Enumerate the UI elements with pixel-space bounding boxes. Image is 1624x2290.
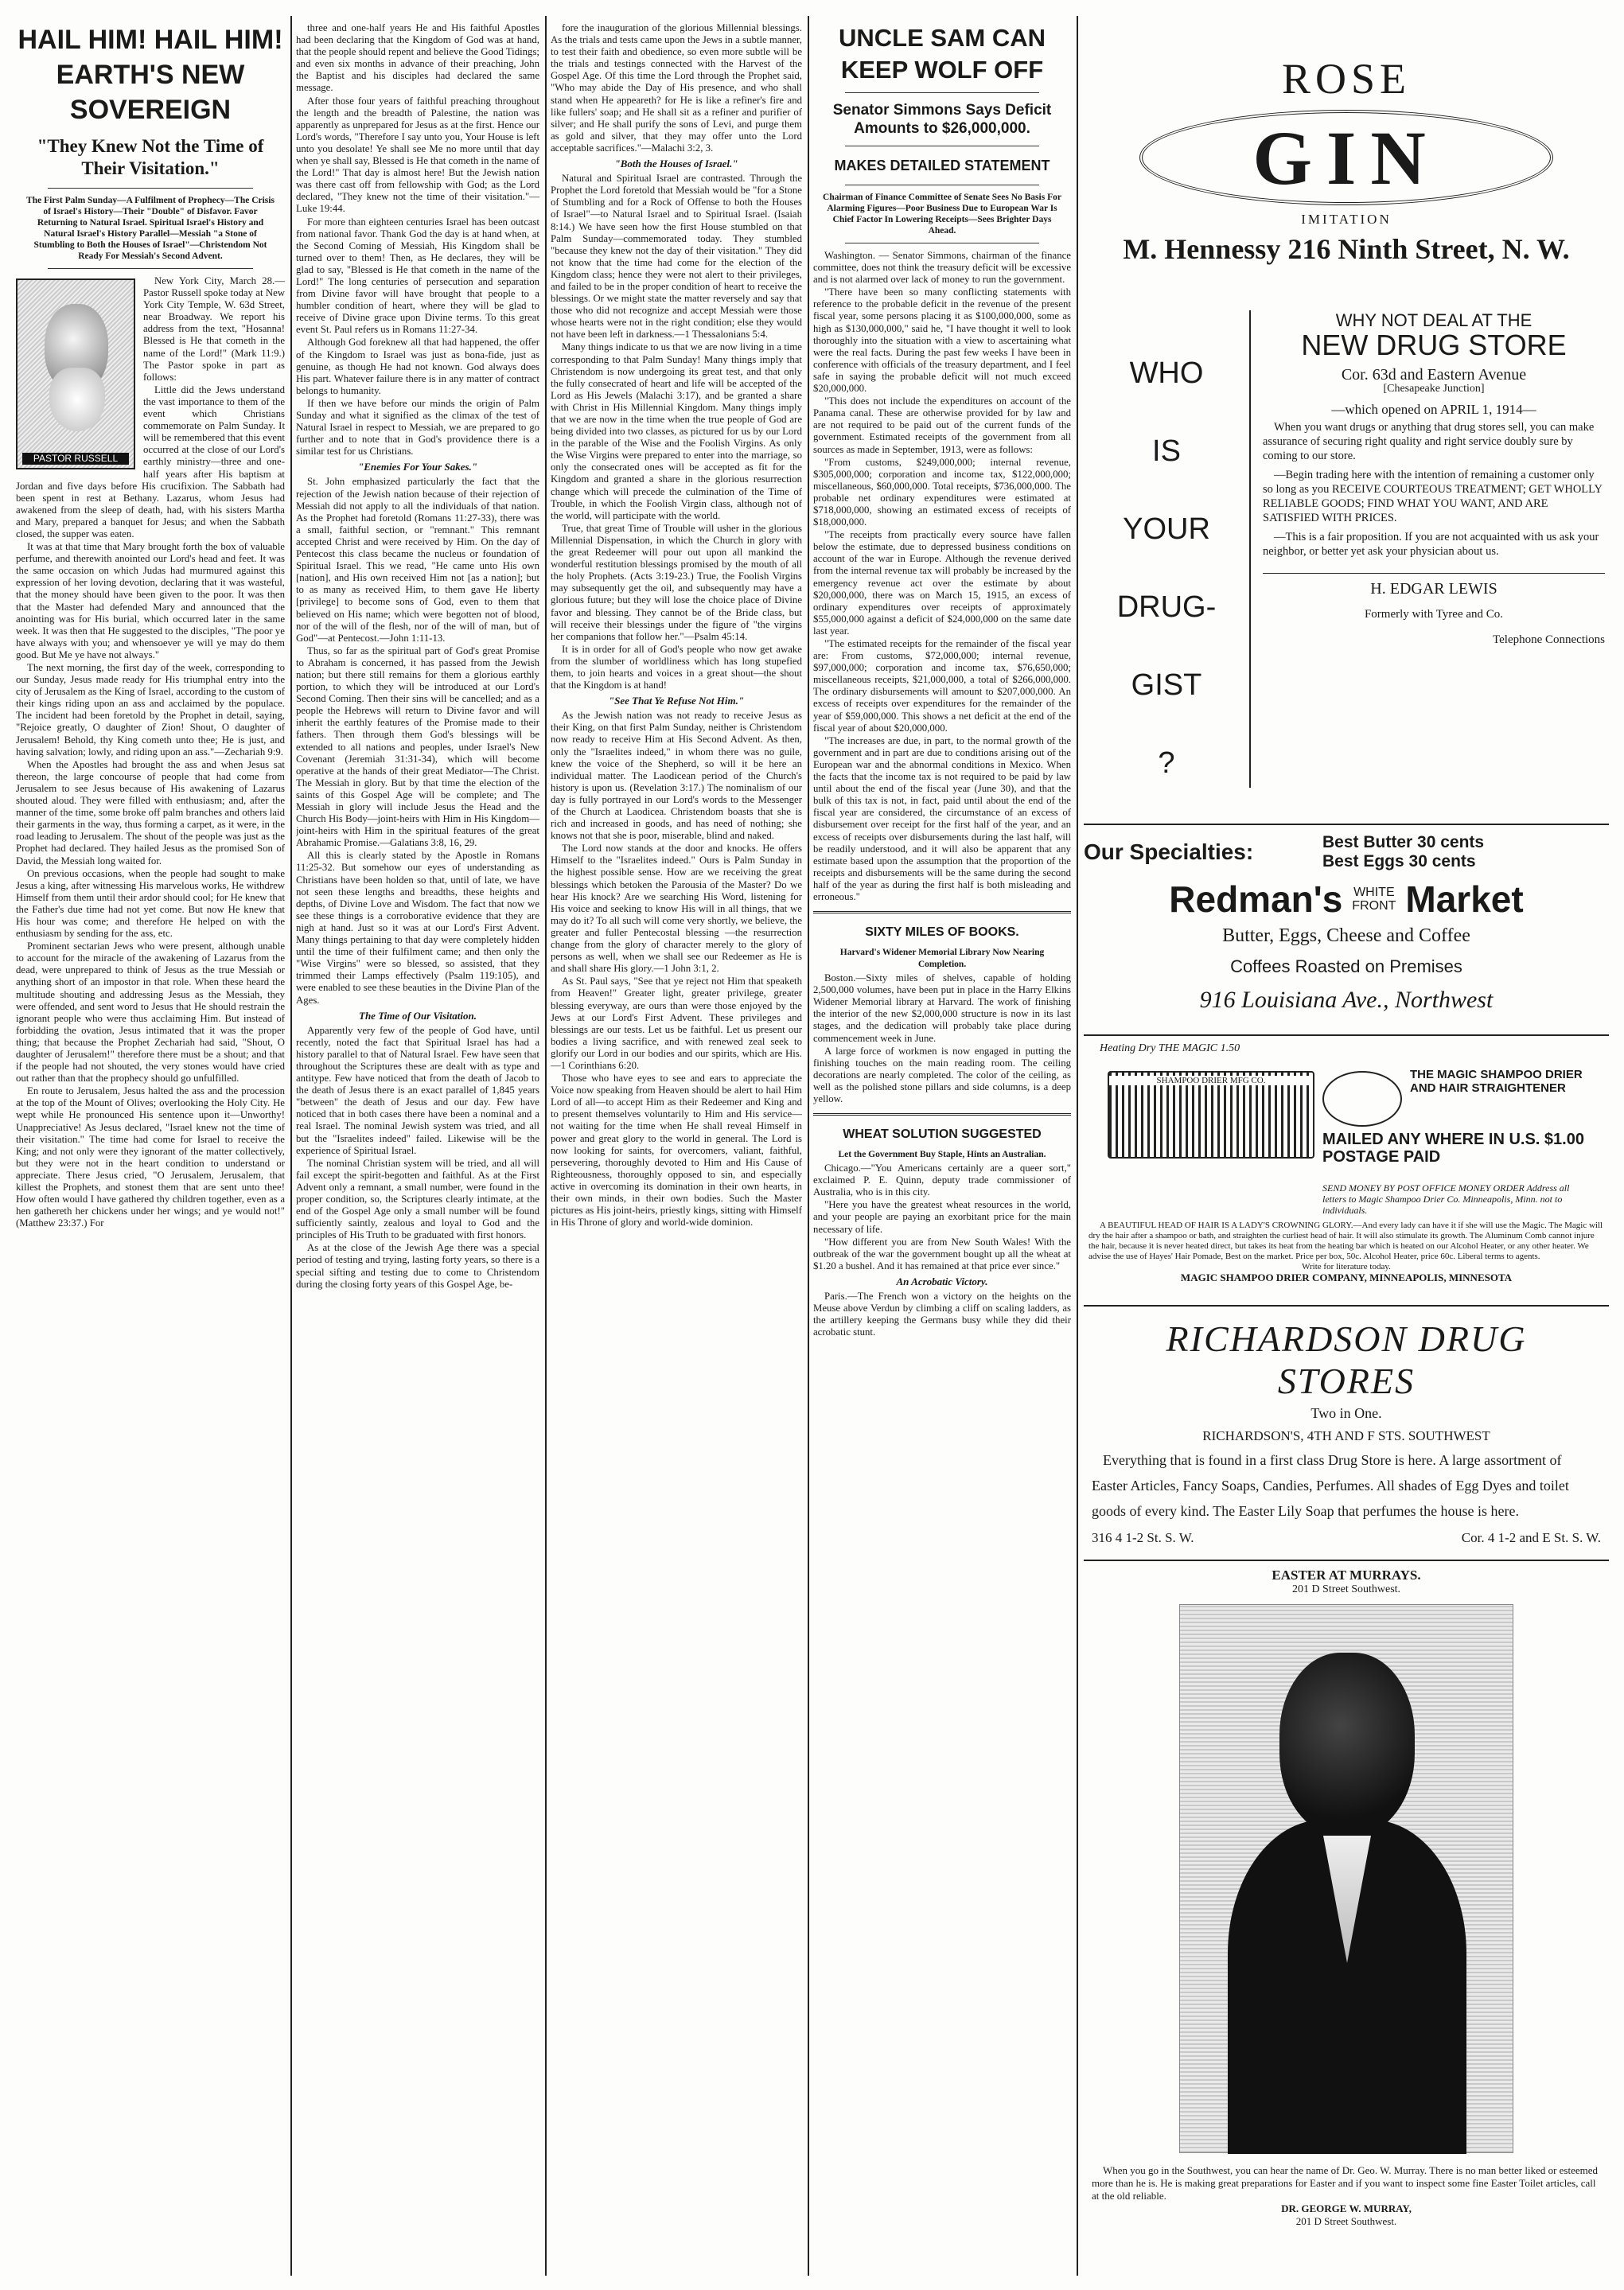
- subhead: "They Knew Not the Time of Their Visitation.": [37, 136, 264, 178]
- redman-line: Coffees Roasted on Premises: [1230, 956, 1462, 976]
- paragraph: "The receipts from practically every source have fallen below the estimate, due to depressed business conditions on account of the war in Europe. Although the revenue derived from the internal revenue tax will probably be increased by the emergency revenue act over the estimate by about $20,000,000, there was on March 15, 1915, an excess of ordinary expenditures over receipts of approximately $55,000,000 against a deficit of $24,000,000 on the same date last year.: [813, 529, 1071, 637]
- paragraph: When the Apostles had brought the ass and when Jesus sat thereon, the large concourse of people that had come from Jerusalem to see Jesus because of His awakening of Lazarus shouted aloud. They were filled with enthusiasm; and, after the manner of the time, some broke off palm branches and others laid their garments in the way, thus forming a carpet, as it were, in the road leading to Jerusalem. The shout of the people was just as the Prophet had declared. They hailed Jesus as the promised Son of David, the Messiah long waited for.: [16, 758, 285, 867]
- drug-title: NEW DRUG STORE: [1301, 329, 1567, 361]
- paragraph: "The estimated receipts for the remainder of the fiscal year are: From customs, $72,000,000; internal revenue, $97,000,000; corporation and income tax, $76,650,000; miscellaneous receipts, $21,000,000, a total of $266,000,000. The ordinary disbursements will amount to $207,000,000. An excess of receipts over expenditures for the remainder of the year of $59,000,000. This shows a net deficit at the end of the fiscal year of about $20,000,000.: [813, 638, 1071, 734]
- magic-logo-icon: [1322, 1071, 1402, 1127]
- gin-oval: [1139, 110, 1553, 205]
- paragraph: It is in order for all of God's people who now get awake from the slumber of worldliness which has long stupefied them, to join hearts and voices in a great shout—the shout that the Kingdom is at hand!: [551, 643, 802, 691]
- eggs-price: Best Eggs 30 cents: [1322, 852, 1476, 870]
- paragraph: Little did the Jews understand the vast importance to them of the event which Christians commemorate on Palm Sunday. It will be remembered that this event occurred at the close of our Lord's earthly ministry—three and one-half years after His baptism at Jordan and five days before His crucifixion. The Sabbath had been spent in rest at Bethany. Lazarus, whom Jesus had awakened from the sleep of death, had, with his sisters Martha and Mary, prepared a banquet for Jesus; and when the Sabbath closed, the supper was eaten.: [16, 384, 285, 539]
- column-3: [551, 22, 802, 2274]
- magic-company: MAGIC SHAMPOO DRIER COMPANY, MINNEAPOLIS, MINNESOTA: [1180, 1272, 1513, 1283]
- section-heading: An Acrobatic Victory.: [896, 1275, 988, 1287]
- drug-left-word: GIST: [1131, 668, 1202, 702]
- paragraph: Thus, so far as the spiritual part of God's great Promise to Abraham is concerned, it has passed from the Jewish nation; but there still remains for them a glorious earthly portion, to which they will be introduced at our Lord's Second Coming. Then their sins will be cancelled; and as a people the Hebrews will return to Divine favor and will inherit the earthly features of the Promise made to their fathers. Then through them God's blessings will be extended to all nations and peoples, under Israel's New Covenant (Jeremiah 31:31-34), which will become operative at the hands of their great Mediator—The Christ. The Messiah in glory. But by that time the election of the saints of this Gospel Age will be complete; and The Messiah in glory will include Jesus the Head and the Church His Body—joint-heirs with Him in His Kingdom—joint-heirs with Him in the spiritual features of the great Abrahamic Promise.—Galatians 3:8, 16, 29.: [296, 645, 539, 849]
- paragraph: Natural and Spiritual Israel are contrasted. Through the Prophet the Lord foretold that Messiah would be "for a Stone of Stumbling and for a Rock of Offense to both the Houses of Israel"—to Natural Israel and to Spiritual Israel. (Isaiah 8:14.) We have seen how the first House stumbled on that Palm Sunday—commemorated today. They stumbled "because they knew not the day of their visitation." They did not know that the time had come for the election of the Kingdom class; hence they were not alert to their privileges, and failed to be in the proper condition of heart to receive the blessings. Or we might state the matter reversely and say that those who did not recognize and accept Messiah were those whose hearts were not in the right condition; else they would not have been left in darkness.—1 Thessalonians 5:4.: [551, 173, 802, 341]
- paragraph: Apparently very few of the people of God have, until recently, noted the fact that Spiritual Israel has had a history parallel to that of Natural Israel. Few have seen that throughout the Scriptures these are dealt with as type and antitype. Few have noticed that from the death of Jacob to the death of Jesus there is an exact parallel of 1,845 years "between" the death of Jesus and our day. Few have noticed that in both cases there have been a nominal and a real Israel. The nominal Jewish system was tried, and all but the "Israelites indeed" failed. Likewise will be the experience of Spiritual Israel.: [296, 1024, 539, 1156]
- murray-body: When you go in the Southwest, you can hear the name of Dr. Geo. W. Murray. There is no man better liked or esteemed more than he is. He is making great preparations for Easter and if you want to inspect some fine Easter Toilet articles, call at the old reliable.: [1092, 2164, 1599, 2202]
- redman-address: 916 Louisiana Ave., Northwest: [1199, 987, 1494, 1013]
- drug-left-word: WHO: [1129, 356, 1204, 390]
- drug-left-word: ?: [1158, 746, 1175, 780]
- drug-junction: [Chesapeake Junction]: [1383, 383, 1485, 395]
- paragraph: "Here you have the greatest wheat resources in the world, and your people are paying an exorbitant price for the main necessary of life.: [813, 1199, 1071, 1235]
- section-deck: Let the Government Buy Staple, Hints an Australian.: [838, 1150, 1046, 1160]
- richardson-body: Everything that is found in a first class Drug Store is here. A large assortment of Easter Articles, Fancy Soaps, Candies, Perfumes. All shades of Egg Dyes and toilet goods of every kind. The Easter Lily Soap that perfumes the house is here.: [1092, 1452, 1569, 1519]
- paragraph: three and one-half years He and His faithful Apostles had been declaring that the Kingdom of God was at hand, that the people should repent and believe the Good Tidings; and even six months in advance of their preaching, John the Baptist and his disciples had declared the same message.: [296, 22, 539, 94]
- paragraph: Chicago.—"You Americans certainly are a queer sort," exclaimed P. E. Quinn, deputy trade commissioner of Australia, who is in this city.: [813, 1163, 1071, 1198]
- paragraph: All this is clearly stated by the Apostle in Romans 11:25-32. But somehow our eyes of understanding as Christians have been holden so that, until of late, we have not seen these lengths and breadths, these heights and depths, of Divine Love and Wisdom. The fact that now we see these things is a corroborative evidence that they are nigh at hand. Just so it was at our Lord's First Advent. Many things pertaining to that day were completely hidden until the time of their fulfilment came; and then only the "Wise Virgins" were so blessed, so assisted, that they trimmed their Lamps effectively (Psalm 119:105), and were enabled to see these beauties in the Divine Plan of the Ages.: [296, 850, 539, 1006]
- section-heading: "See That Ye Refuse Not Him.": [608, 695, 745, 707]
- ad-rose-title: ROSE: [1281, 55, 1412, 103]
- headline: UNCLE SAM CAN KEEP WOLF OFF: [838, 24, 1046, 84]
- paragraph: The Lord now stands at the door and knocks. He offers Himself to the "Israelites indeed." Ours is Palm Sunday in the highest possible sense. How are we receiving the great blessings which betoken the Parousia of the Master? Do we hear His knock? Are we searching His Word, listening for His voice and seeking to know His will in all things, that we may do it? To all such will come very shortly, we believe, the greater and fuller Pentecostal blessing —the resurrection change from the glory of character merely to the glory of persons as well, when we shall see our Redeemer as He is and shall share His glory.—1 John 3:1, 2.: [551, 843, 802, 975]
- ad-imitation: IMITATION: [1301, 212, 1392, 227]
- article-body-section: [296, 1025, 539, 1291]
- article-body: [813, 1163, 1071, 1272]
- article-body-continued: [296, 22, 539, 458]
- drug-left-word: YOUR: [1123, 512, 1210, 546]
- magic-send: SEND MONEY BY POST OFFICE MONEY ORDER Address all letters to Magic Shampoo Drier Co. Minneapolis, Minn. not to individuals.: [1322, 1182, 1570, 1216]
- subheadline: Senator Simmons Says Deficit Amounts to $26,000,000.: [832, 102, 1052, 137]
- article-body-section: [551, 710, 802, 1229]
- murray-name: DR. GEORGE W. MURRAY,: [1281, 2202, 1412, 2214]
- deck: The First Palm Sunday—A Fulfilment of Prophecy—The Crisis of Israel's History—Their "Double" of Disfavor. Favor Returning to Natural Israel. Spiritual Israel's History and Natural Israel's History Parallel—Messiah "a Stone of Stumbling to Both the Houses of Israel"—Christendom Not Ready For Messiah's Second Advent.: [26, 196, 275, 261]
- market-name: Market: [1405, 878, 1524, 920]
- paragraph: "There have been so many conflicting statements with reference to the probable deficit in the revenue of the present fiscal year, some persons placing it as $100,000,000, some as high as $130,000,000," said he, "I have thought it well to look thoroughly into the situation with a view to ascertaining what were the real facts. During the past few weeks I have been in conference with officials of the treasury department, and I feel safe in saying the probable deficit will not much exceed $20,000,000.: [813, 286, 1071, 395]
- murray-ad: [1084, 1560, 1609, 2260]
- paragraph: The next morning, the first day of the week, corresponding to our Sunday, Jesus made ready for His triumphal entry into the city of Jerusalem as the King of Israel, according to the custom of their kings riding upon an ass and acclaimed by the populace. The incident had been foretold by the Prophet in detail, saying, "Rejoice greatly, O daughter of Zion! Shout, O daughter of Jerusalem! Behold, thy King cometh unto thee; He is just, and having salvation; lowly, and riding upon an ass."—Zechariah 9:9.: [16, 662, 285, 757]
- drug-telephone: Telephone Connections: [1493, 633, 1605, 646]
- drug-opened: —which opened on APRIL 1, 1914—: [1331, 402, 1536, 417]
- front-label: FRONT: [1352, 899, 1396, 913]
- ad-address: M. Hennessy 216 Ninth Street, N. W.: [1123, 233, 1570, 265]
- headline-2: MAKES DETAILED STATEMENT: [834, 158, 1050, 173]
- paragraph: As at the close of the Jewish Age there was a special period of testing and trying, lasting forty years, so there is a special sifting and testing due to come to Christendom during the closing forty years of this Gospel Age, be-: [296, 1242, 539, 1290]
- paragraph: Paris.—The French won a victory on the heights on the Meuse above Verdun by climbing a cliff on scaling ladders, as the artillery keeping the Germans busy while they did their acrobatic stunt.: [813, 1291, 1071, 1338]
- paragraph: For more than eighteen centuries Israel has been outcast from national favor. Thank God the day is at hand when, at the Second Coming of Messiah, His Kingdom shall be turned over to them! Then, as He declares, they will be glad to say, "Blessed is He that cometh in the name of the Lord!" The long centuries of persecution and separation from Divine favor will have brought that people to a humbler condition of heart, where they will be glad to receive of Divine grace upon Divine terms. To this great event St. Paul refers us in Romans 11:27-34.: [296, 216, 539, 336]
- paragraph: Boston.—Sixty miles of shelves, capable of holding 2,500,000 volumes, have been put in place in the Harry Elkins Widener Memorial library at Harvard. The work of finishing the interior of the new $2,000,000 structure is now in its last stages, and the dedication will probably take place during commencement week in June.: [813, 972, 1071, 1044]
- section-deck: Harvard's Widener Memorial Library Now Nearing Completion.: [839, 948, 1045, 970]
- magic-mailed: MAILED ANY WHERE IN U.S. $1.00 POSTAGE PAID: [1322, 1131, 1584, 1166]
- paragraph: fore the inauguration of the glorious Millennial blessings. As the trials and tests came upon the Jews in a subtle manner, to test their faith and obedience, so even more subtle will be the trials and testings connected with the Harvest of the Gospel Age. Of this time the Lord through the Prophet said, "Who may abide the Day of His presence, and who shall stand when He appeareth? for He is like a refiner's fire and like fullers' soap; and He shall sit as a refiner and purifier of silver; and He shall purify the sons of Levi, and purge them as gold and silver, that they may offer unto the Lord acceptable sacrifices."—Malachi 3:2, 3.: [551, 22, 802, 154]
- column-rule: [808, 16, 809, 2276]
- paragraph: The nominal Christian system will be tried, and all will fail except the spirit-begotten and faithful. As at the First Advent only a remnant, a small number, were found in the proper condition, so, the Scriptures clearly intimate, at the end of the Gospel Age only a small number will be found sufficiently saintly, zealous and loyal to God and the principles of His Truth to be graduated with first honors.: [296, 1157, 539, 1241]
- deck: Chairman of Finance Committee of Senate Sees No Basis For Alarming Figures—Poor Business Due to European War Is Chief Factor In Lowering Receipts—Sees Brighter Days Ahead.: [823, 193, 1061, 236]
- article-body: [813, 250, 1071, 903]
- murray-title: EASTER AT MURRAYS.: [1272, 1568, 1421, 1583]
- paragraph: After those four years of faithful preaching throughout the length and the breadth of Palestine, the nation was apparently as unprepared for Jesus as at the first. Hence our Lord's words, "Therefore I say unto you, Your House is left unto you desolate! Ye shall see Me no more until that day when ye shall say, Blessed is He that cometh in the name of the Lord!" That day is almost here! But the Jewish nation was there cast off from fellowship with God; as the Lord declared, "They knew not the time of their visitation."—Luke 19:44.: [296, 95, 539, 215]
- specialties-label: Our Specialties:: [1084, 839, 1254, 864]
- paragraph: Washington. — Senator Simmons, chairman of the finance committee, does not think the treasury deficit will be excessive and is not alarmed over lack of money to run the government.: [813, 250, 1071, 286]
- paragraph: Although God foreknew all that had happened, the offer of the Kingdom to Israel was just as bona-fide, just as genuine, as though He had not known. God always does His part. Whatever failure there is in any matter of contract belongs to humanity.: [296, 337, 539, 396]
- magic-write: Write for literature today.: [1302, 1262, 1391, 1272]
- column-4: [813, 22, 1071, 2274]
- paragraph: "This does not include the expenditures on account of the Panama canal. These are otherwise provided for by law and are not required to be paid out of the current funds of the government. Estimated receipts of the government from all sources as made in September, 1913, were as follows:: [813, 395, 1071, 455]
- paragraph: St. John emphasized particularly the fact that the rejection of the Jewish nation because of their rejection of Messiah did not apply to all the individuals of that nation. As the Prophet had foretold (Romans 11:27-33), there was a small, faithful section, or "remnant." This remnant accepted Christ and were received by Him. On the day of Pentecost this class became the nucleus or foundation of Spiritual Israel. This we read, "He came unto His own [nation], and His own received Him not [as a nation]; but to as many as received Him, to them gave He liberty [privilege] to become sons of God, even to them that believed on His name; which were begotten not of blood, nor of the will of the flesh, nor of the will of man, but of God"—at Pentecost.—John 1:11-13.: [296, 476, 539, 644]
- paragraph: New York City, March 28.—Pastor Russell spoke today at New York City Temple, W. 63d Street, near Broadway. We report his address from the text, "Hosanna! Blessed is He that cometh in the name of the Lord!" (Mark 11:9.) The Pastor spoke in part as follows:: [143, 275, 285, 383]
- magic-brand: THE MAGIC SHAMPOO DRIER AND HAIR STRAIGHTENER: [1410, 1068, 1583, 1095]
- section-headline: SIXTY MILES OF BOOKS.: [865, 925, 1019, 940]
- new-drug-store-ad: [1084, 310, 1609, 804]
- richardson-left-addr: 316 4 1-2 St. S. W.: [1092, 1530, 1194, 1545]
- murray-addr2: 201 D Street Southwest.: [1295, 2215, 1397, 2227]
- ad-gin: GIN: [1252, 115, 1440, 201]
- murray-photo: [1179, 1604, 1513, 2153]
- drug-left-word: IS: [1152, 434, 1181, 468]
- white-label: WHITE: [1353, 886, 1395, 899]
- richardson-drug-ad: [1084, 1305, 1609, 1544]
- drug-address: Cor. 63d and Eastern Avenue: [1341, 366, 1527, 384]
- paragraph: As St. Paul says, "See that ye reject not Him that speaketh from Heaven!" Greater light, greater privilege, greater blessing everyway, are ours than were those enjoyed by the Jews at our Lord's First Advent. These privileges and blessings are our tests. Let us be faithful. Let us present our bodies a living sacrifice, and with renewed zeal seek to glorify our Lord in our bodies and our spirits, which are His.—1 Corinthians 6:20.: [551, 976, 802, 1071]
- magic-body: A BEAUTIFUL HEAD OF HAIR IS A LADY'S CROWNING GLORY.—And every lady can have it if she will use the Magic. The Magic will dry the hair after a shampoo or bath, and straighten the curliest head of hair. It will also stimulate its growth. The Aluminum Comb cannot injure the hair, because it is never heated direct, but takes its heat from the heating bar which is heated on our Alcohol Heater, or any other heater. We advise the use of Hayes' Hair Pomade, Best on the market. Price per box, 50c. Alcohol Heater, price 60c. Liberal terms to agents.: [1089, 1221, 1603, 1261]
- drug-heading: WHY NOT DEAL AT THE: [1335, 310, 1532, 330]
- article-body: [813, 972, 1071, 1105]
- article-body-continued: [551, 22, 802, 154]
- portrait-caption: PASTOR RUSSELL: [22, 453, 129, 465]
- paragraph: If then we have before our minds the origin of Palm Sunday and what it signified as the climax of the test of Natural Israel in respect to Messiah, we are prepared to go further and to note that in God's providence there is a similar test for us Christians.: [296, 397, 539, 458]
- article-body-section: [551, 173, 802, 691]
- drug-text: When you want drugs or anything that drug stores sell, you can make assurance of securing right quality and right service doubly sure by coming to our store.: [1263, 421, 1595, 462]
- paragraph: Those who have eyes to see and ears to appreciate the Voice now speaking from Heaven should be alert to hail Him Lord of all—to accept Him as their Redeemer and King and to present themselves voluntarily to Him and His service—not waiting for the time when He shall reveal Himself in power and great glory to the world in general. The Lord is now looking for saints, for overcomers, valiant, faithful, persevering, thoroughly devoted to Him and His Cause of Righteousness, thoroughly opposed to sin, and especially active in overcoming its domination in their own hearts, in their own minds, in their own bodies. Such the Master pictures as His joint-heirs, priestly kings, sitting with Himself in His Throne of glory and world-wide dominion.: [551, 1073, 802, 1229]
- paragraph: "From customs, $249,000,000; internal revenue, $305,000,000; corporation and income tax, $122,000,000; miscellaneous, $60,000,000. Total receipts, $736,000,000. The probable net ordinary expenditures were estimated at $718,000,000, showing an estimated excess of receipts of $18,000,000.: [813, 456, 1071, 528]
- drug-left-panel: [1084, 310, 1251, 788]
- paragraph: Prominent sectarian Jews who were present, although unable to account for the miracle of the awakening of Lazarus from the dead, were unprepared to think of Jesus as the true Messiah or anything short of an impostor in that role. When these heard the multitude shouting and addressing Jesus as the Messiah, they were offended, and sent word to Jesus that He should restrain the ignorant people who were thus acclaiming Him. But instead of forbidding the ovation, Jesus intimated that it was the proper thing; that because the Prophet Zechariah had said, "Shout, O daughter of Jerusalem!" therefore there must be a shout; and that if the people had not shouted, the very stones would have cried out rather than that the prophecy should go unfulfilled.: [16, 941, 285, 1085]
- column-rule: [545, 16, 547, 2276]
- paragraph: "How different you are from New South Wales! With the outbreak of the war the government bought up all the wheat at $1.20 a bushel. And it has remained at that price ever since.": [813, 1236, 1071, 1272]
- paragraph: En route to Jerusalem, Jesus halted the ass and the procession at the top of the Mount of Olives; overlooking the Holy City. He wept while He pronounced His sentence upon it—Unworthy! Unappreciative! As Jesus declared, "Israel knew not the time of their visitation." The time had come for Israel to receive the King; and not only were they ignorant of the matter collectively, but they were not in the heart condition to understand or appreciate. There Jesus cried, "O Jerusalem, Jerusalem, that killest the Prophets, and stonest them that are sent unto thee! How often would I have gathered thy children together, even as a hen gathereth her chickens under her wings; and ye would not!" (Matthew 23:37.) For: [16, 1085, 285, 1229]
- comb-icon: [1108, 1071, 1314, 1159]
- paragraph: On previous occasions, when the people had sought to make Jesus a king, after witnessing His marvelous works, He withdrew Himself from them until their ardor should cool; for He knew that the Father's due time had not yet come. But now He knew that His hour was come; and therefore He helped on with the enthusiasm by sending for the ass, etc.: [16, 867, 285, 940]
- richardson-title: STORES: [1277, 1361, 1416, 1401]
- rose-gin-ad: [1084, 22, 1609, 293]
- section-headline: WHEAT SOLUTION SUGGESTED: [843, 1127, 1042, 1142]
- section-heading: The Time of Our Visitation.: [359, 1009, 477, 1022]
- redmans-market-ad: [1084, 824, 1609, 1015]
- richardson-two: Two in One.: [1310, 1405, 1382, 1421]
- pastor-portrait: [16, 278, 135, 469]
- comb-illustration: [1084, 1055, 1609, 1182]
- drug-text: —Begin trading here with the intention of remaining a customer only so long as you RECEIVE COURTEOUS TREATMENT; GET WHOLLY RELIABLE GOODS; FIND WHAT YOU WANT, AND ARE SATISFIED WITH PRICES.: [1263, 469, 1603, 524]
- section-heading: "Enemies For Your Sakes.": [357, 461, 477, 473]
- magic-shampoo-ad: [1084, 1034, 1609, 1297]
- richardson-right-addr: Cor. 4 1-2 and E St. S. W.: [1461, 1530, 1601, 1545]
- paragraph: It was at that time that Mary brought forth the box of valuable perfume, and therewith anointed our Lord's head and feet. It was the same occasion on which Judas had murmured against this expression of her loving devotion, declaring that it was wasteful, that the money should have been given to the poor. It was then that the Master had defended Mary and announced that the anointing was for His burial, which occurred later in the same week. It was then that He suggested to the disciples, "The poor ye have always with you; and whensoever ye will ye may do them good. But Me ye have not always.": [16, 541, 285, 660]
- paragraph: Many things indicate to us that we are now living in a time corresponding to that Palm Sunday! Many things imply that Christendom is now undergoing its great test, and that only the fully consecrated of heart and life will be accepted of the Lord as His Jewels (Malachi 3:17), and be granted a share with Christ in His Millennial Kingdom. Many things imply that we are now in the time when the true people of God are being divided into two classes, as pictured for us by our Lord in the parable of the Wise and the Foolish Virgins. As only the Wise Virgins were prepared to enter into the marriage, so only the consecrated ones will be accepted as fit for the Kingdom and granted a share in the glorious resurrection change which will precede the culmination of the Time of Trouble, in which the Foolish Virgin class, although not of the world, will participate with the world.: [551, 341, 802, 521]
- column-rule: [1077, 16, 1078, 2276]
- paragraph: As the Jewish nation was not ready to receive Jesus as their King, on that first Palm Sunday, neither is Christendom now ready to receive Him at His Second Advent. As then, only the "Israelites indeed," in whom there was no guile, knew the voice of the Shepherd, so will it be here an individual matter. The Laodicean period of the Church's history is upon us. (Revelation 3:17.) The nominalism of our day is fully portrayed in our Lord's words to the Messenger of the Church at Laodicea. Christendom boasts that she is rich and increased in goods, and has need of nothing; she knows not that she is poor, miserable, blind and naked.: [551, 710, 802, 842]
- drug-owner: H. EDGAR LEWIS: [1370, 580, 1497, 598]
- richardson-title: RICHARDSON DRUG: [1166, 1318, 1527, 1359]
- murray-addr: 201 D Street Southwest.: [1291, 1583, 1401, 1595]
- richardson-address: RICHARDSON'S, 4TH AND F STS. SOUTHWEST: [1202, 1428, 1490, 1443]
- column-2: [296, 22, 539, 2274]
- paragraph: A large force of workmen is now engaged in putting the finishing touches on the main reading room. The ceiling decorations are nearly completed. The color of the ceiling, as well as the polished stone pillars and side columns, is a deep yellow.: [813, 1045, 1071, 1104]
- section-heading: "Both the Houses of Israel.": [614, 158, 738, 170]
- comb-label: SHAMPOO DRIER MFG CO.: [1109, 1076, 1313, 1085]
- paragraph: True, that great Time of Trouble will usher in the glorious Millennial Dispensation, in which the Church in glory with the great Redeemer will pour out upon all mankind the wonderful restitution blessings promised by the mouth of all the holy Prophets. (Acts 3:19-23.) True, the Foolish Virgins may subsequently get the oil, and subsequently may have a glorious future; but they will lose the choice place of Divine favor and blessing. They cannot be of the Bride class, but will receive their blessings under the figure of "the virgins her companions that follow her."—Psalm 45:14.: [551, 522, 802, 642]
- column-1: [16, 22, 285, 2274]
- drug-text: —This is a fair proposition. If you are not acquainted with us ask your neighbor, or better yet ask your physician about us.: [1263, 531, 1599, 558]
- portrait-head-icon: [1279, 1653, 1415, 1836]
- drug-formerly: Formerly with Tyree and Co.: [1364, 608, 1504, 621]
- butter-price: Best Butter 30 cents: [1322, 833, 1485, 851]
- column-rule: [290, 16, 292, 2276]
- drug-left-word: DRUG-: [1116, 590, 1217, 624]
- article-body: [813, 1291, 1071, 1338]
- article-body-section: [296, 476, 539, 1006]
- redman-name: Redman's: [1169, 878, 1343, 920]
- redman-line: Butter, Eggs, Cheese and Coffee: [1222, 925, 1470, 946]
- paragraph: "The increases are due, in part, to the normal growth of the government and in part are due to conditions arising out of the European war and the abnormal conditions in Mexico. When the facts that the income tax is not required to be paid by law until about the end of the fiscal year (June 30), and that the bulk of this tax is not, in fact, paid until about the end of the fiscal year are considered, the circumstance of an excess of disbursement over receipt for the first half of the year, and an excess of receipts over disbursements during the last half, will be readily understood, and it will also be apparent that any estimate based upon the assumption that the proportion of the receipts and disbursements will be the same during the second half of the year as during the first half is both misleading and erroneous.": [813, 734, 1071, 902]
- drug-right-panel: [1263, 310, 1605, 788]
- magic-top: Heating Dry THE MAGIC 1.50: [1100, 1042, 1240, 1054]
- headline: HAIL HIM! HAIL HIM! EARTH'S NEW SOVEREIGN: [18, 25, 283, 125]
